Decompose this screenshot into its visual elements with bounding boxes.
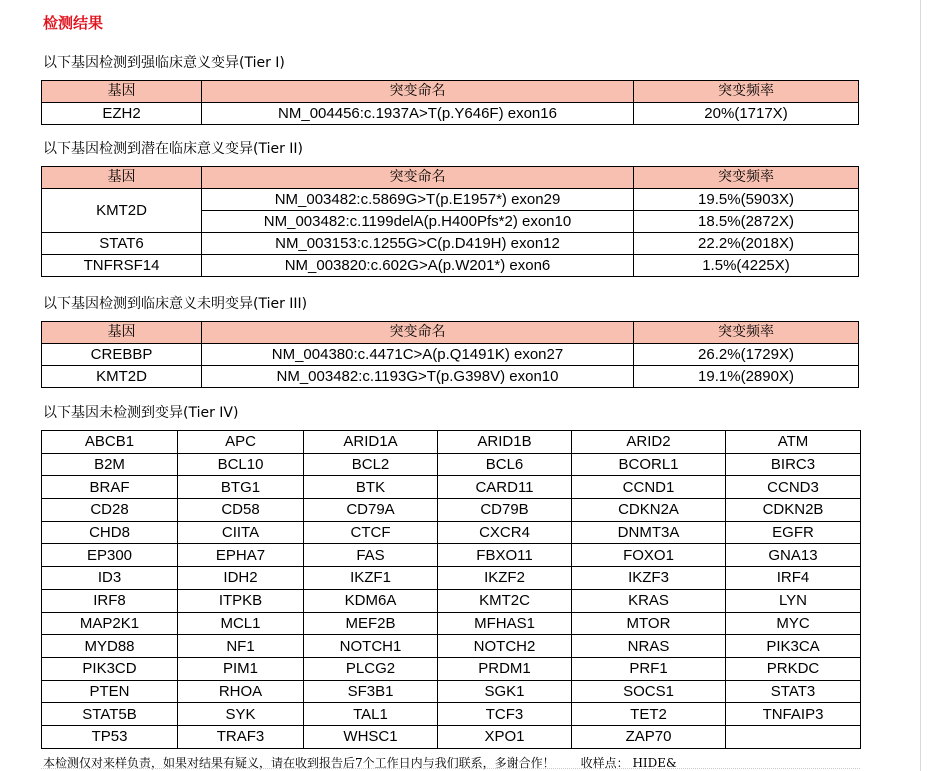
frequency-cell: 22.2%(2018X) xyxy=(634,233,859,255)
gene-cell: FAS xyxy=(304,544,438,567)
gene-cell: STAT5B xyxy=(42,703,178,726)
gene-cell: MYC xyxy=(726,612,861,635)
gene-cell: CDKN2A xyxy=(572,499,726,522)
gene-cell: PIM1 xyxy=(178,657,304,680)
header-frequency: 突变频率 xyxy=(634,81,859,103)
gene-cell: NF1 xyxy=(178,635,304,658)
tier4-gene-table xyxy=(41,430,861,749)
tier2-heading: 以下基因检测到潜在临床意义变异(Tier II) xyxy=(43,141,304,157)
header-variant: 突变命名 xyxy=(202,81,634,103)
gene-cell: ARID2 xyxy=(572,431,726,454)
header-frequency: 突变频率 xyxy=(634,167,859,189)
gene-row xyxy=(42,431,861,454)
gene-cell: SYK xyxy=(178,703,304,726)
variant-cell: NM_004380:c.4471C>A(p.Q1491K) exon27 xyxy=(202,344,634,366)
gene-cell: ARID1A xyxy=(304,431,438,454)
gene-cell: ID3 xyxy=(42,567,178,590)
tier3-table xyxy=(41,321,859,388)
variant-cell: NM_003153:c.1255G>C(p.D419H) exon12 xyxy=(202,233,634,255)
gene-cell: MCL1 xyxy=(178,612,304,635)
gene-row xyxy=(42,544,861,567)
tier2-header-row xyxy=(42,167,859,189)
gene-cell: CCND1 xyxy=(572,476,726,499)
gene-row xyxy=(42,589,861,612)
gene-cell: CD28 xyxy=(42,499,178,522)
variant-cell: NM_003820:c.602G>A(p.W201*) exon6 xyxy=(202,255,634,277)
gene-cell: PIK3CD xyxy=(42,657,178,680)
gene-cell: ATM xyxy=(726,431,861,454)
gene-cell: TNFRSF14 xyxy=(42,255,202,277)
header-gene: 基因 xyxy=(42,81,202,103)
footer-collection-point: 收样点： HIDE& xyxy=(580,756,677,770)
table-row xyxy=(42,366,859,388)
gene-cell: KMT2C xyxy=(438,589,572,612)
gene-cell: EPHA7 xyxy=(178,544,304,567)
variant-cell: NM_003482:c.5869G>T(p.E1957*) exon29 xyxy=(202,189,634,211)
tier1-table xyxy=(41,80,859,125)
gene-cell: TAL1 xyxy=(304,703,438,726)
gene-cell: WHSC1 xyxy=(304,725,438,748)
gene-cell: CIITA xyxy=(178,521,304,544)
header-gene: 基因 xyxy=(42,322,202,344)
gene-cell: TNFAIP3 xyxy=(726,703,861,726)
frequency-cell: 19.1%(2890X) xyxy=(634,366,859,388)
gene-cell: STAT6 xyxy=(42,233,202,255)
gene-cell: PRKDC xyxy=(726,657,861,680)
gene-cell: CTCF xyxy=(304,521,438,544)
gene-cell: KRAS xyxy=(572,589,726,612)
tier3-header-row xyxy=(42,322,859,344)
gene-cell: LYN xyxy=(726,589,861,612)
gene-cell: PIK3CA xyxy=(726,635,861,658)
gene-cell: ARID1B xyxy=(438,431,572,454)
gene-cell: DNMT3A xyxy=(572,521,726,544)
gene-cell: FOXO1 xyxy=(572,544,726,567)
gene-row xyxy=(42,635,861,658)
gene-cell: KMT2D xyxy=(42,189,202,233)
gene-row xyxy=(42,680,861,703)
frequency-cell: 18.5%(2872X) xyxy=(634,211,859,233)
gene-cell: CCND3 xyxy=(726,476,861,499)
gene-cell: KDM6A xyxy=(304,589,438,612)
table-row xyxy=(42,255,859,277)
gene-cell: KMT2D xyxy=(42,366,202,388)
tier1-heading: 以下基因检测到强临床意义变异(Tier I) xyxy=(43,55,285,71)
gene-cell: CDKN2B xyxy=(726,499,861,522)
gene-cell: MTOR xyxy=(572,612,726,635)
gene-cell: PRF1 xyxy=(572,657,726,680)
gene-cell: BCL6 xyxy=(438,453,572,476)
gene-cell: BTG1 xyxy=(178,476,304,499)
tier1-header-row xyxy=(42,81,859,103)
variant-cell: NM_003482:c.1193G>T(p.G398V) exon10 xyxy=(202,366,634,388)
gene-row xyxy=(42,612,861,635)
gene-cell: GNA13 xyxy=(726,544,861,567)
gene-cell: BRAF xyxy=(42,476,178,499)
gene-cell: ITPKB xyxy=(178,589,304,612)
gene-cell: BCL2 xyxy=(304,453,438,476)
gene-cell: MEF2B xyxy=(304,612,438,635)
frequency-cell: 19.5%(5903X) xyxy=(634,189,859,211)
gene-cell: MYD88 xyxy=(42,635,178,658)
footer-dotted-line xyxy=(41,768,860,769)
gene-cell: NRAS xyxy=(572,635,726,658)
gene-cell: SGK1 xyxy=(438,680,572,703)
frequency-cell: 1.5%(4225X) xyxy=(634,255,859,277)
frequency-cell: 20%(1717X) xyxy=(634,103,859,125)
gene-cell: NOTCH2 xyxy=(438,635,572,658)
gene-cell: NOTCH1 xyxy=(304,635,438,658)
header-variant: 突变命名 xyxy=(202,167,634,189)
gene-cell: BTK xyxy=(304,476,438,499)
gene-cell: IKZF3 xyxy=(572,567,726,590)
header-frequency: 突变频率 xyxy=(634,322,859,344)
gene-row xyxy=(42,499,861,522)
gene-cell: CREBBP xyxy=(42,344,202,366)
variant-cell: NM_004456:c.1937A>T(p.Y646F) exon16 xyxy=(202,103,634,125)
tier4-heading: 以下基因未检测到变异(Tier IV) xyxy=(43,405,239,421)
gene-cell: IRF4 xyxy=(726,567,861,590)
gene-row xyxy=(42,453,861,476)
gene-row xyxy=(42,476,861,499)
gene-cell: SF3B1 xyxy=(304,680,438,703)
gene-cell: EP300 xyxy=(42,544,178,567)
gene-row xyxy=(42,725,861,748)
gene-row xyxy=(42,567,861,590)
gene-row xyxy=(42,657,861,680)
variant-cell: NM_003482:c.1199delA(p.H400Pfs*2) exon10 xyxy=(202,211,634,233)
gene-cell: BIRC3 xyxy=(726,453,861,476)
header-gene: 基因 xyxy=(42,167,202,189)
gene-cell: CARD11 xyxy=(438,476,572,499)
gene-cell: PTEN xyxy=(42,680,178,703)
gene-cell: APC xyxy=(178,431,304,454)
table-row xyxy=(42,189,859,211)
gene-row xyxy=(42,703,861,726)
tier3-heading: 以下基因检测到临床意义未明变异(Tier III) xyxy=(43,296,308,312)
frequency-cell: 26.2%(1729X) xyxy=(634,344,859,366)
gene-cell: CD58 xyxy=(178,499,304,522)
gene-cell: SOCS1 xyxy=(572,680,726,703)
gene-cell: CD79B xyxy=(438,499,572,522)
gene-cell: EGFR xyxy=(726,521,861,544)
page-edge-rule xyxy=(920,0,921,771)
gene-cell: IRF8 xyxy=(42,589,178,612)
gene-cell: BCL10 xyxy=(178,453,304,476)
gene-cell: XPO1 xyxy=(438,725,572,748)
gene-cell: ABCB1 xyxy=(42,431,178,454)
gene-cell: FBXO11 xyxy=(438,544,572,567)
gene-cell: TCF3 xyxy=(438,703,572,726)
table-row xyxy=(42,344,859,366)
gene-row xyxy=(42,521,861,544)
gene-cell: BCORL1 xyxy=(572,453,726,476)
footer-notice: 本检测仅对来样负责，如果对结果有疑义，请在收到报告后7个工作日内与我们联系，多谢合作！ xyxy=(43,756,555,770)
tier2-table xyxy=(41,166,859,277)
gene-cell: PLCG2 xyxy=(304,657,438,680)
gene-cell: TET2 xyxy=(572,703,726,726)
gene-cell: IDH2 xyxy=(178,567,304,590)
header-variant: 突变命名 xyxy=(202,322,634,344)
table-row xyxy=(42,103,859,125)
table-row xyxy=(42,233,859,255)
gene-cell: MAP2K1 xyxy=(42,612,178,635)
gene-cell: CHD8 xyxy=(42,521,178,544)
gene-cell: CXCR4 xyxy=(438,521,572,544)
gene-cell: ZAP70 xyxy=(572,725,726,748)
gene-cell: IKZF2 xyxy=(438,567,572,590)
gene-cell: PRDM1 xyxy=(438,657,572,680)
gene-cell: EZH2 xyxy=(42,103,202,125)
gene-cell: TP53 xyxy=(42,725,178,748)
gene-cell: IKZF1 xyxy=(304,567,438,590)
gene-cell: STAT3 xyxy=(726,680,861,703)
gene-cell: CD79A xyxy=(304,499,438,522)
gene-cell: MFHAS1 xyxy=(438,612,572,635)
gene-cell xyxy=(726,725,861,748)
gene-cell: B2M xyxy=(42,453,178,476)
gene-cell: RHOA xyxy=(178,680,304,703)
page-title: 检测结果 xyxy=(43,14,104,32)
gene-cell: TRAF3 xyxy=(178,725,304,748)
